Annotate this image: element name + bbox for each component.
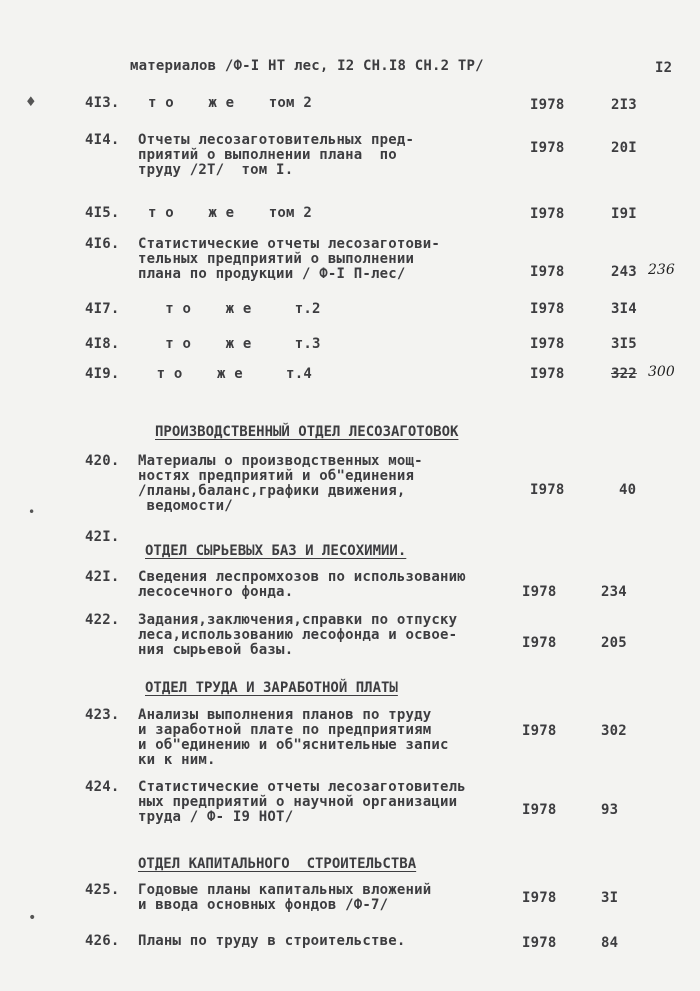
entry-number: 425. [85,882,120,898]
entry-year: I978 [530,482,565,498]
handwritten-count-correction: 236 [648,262,675,278]
entry-title-line: и об"единению и об"яснительные запис [138,737,449,753]
entry-year: I978 [530,336,565,352]
entry-title: т о ж е том 2 [148,205,312,221]
entry-title-line: Статистические отчеты лесозаготовитель [138,779,466,795]
entry-title-line: Планы по труду в строительстве. [138,933,406,949]
entry-year: I978 [530,264,565,280]
entry-number: 420. [85,453,120,469]
entry-number: 4I4. [85,132,120,148]
entry-title-line: тельных предприятий о выполнении [138,251,415,267]
margin-mark-decoration: • [28,910,37,926]
entry-title-line: ностях предприятий и об"единения [138,468,415,484]
entry-count: 40 [619,482,637,498]
entry-year: I978 [522,890,557,906]
entry-title-line: лесосечного фонда. [138,584,294,600]
entry-count: 205 [601,635,627,651]
entry-title-line: Годовые планы капитальных вложений [138,882,432,898]
entry-number: 422. [85,612,120,628]
entry-number-orphan: 42I. [85,529,120,545]
entry-title-line: и ввода основных фондов /Ф-7/ [138,897,389,913]
section-heading: ОТДЕЛ СЫРЬЕВЫХ БАЗ И ЛЕСОХИМИИ. [145,543,407,559]
entry-year: I978 [522,802,557,818]
entry-title-line: леса,использованию лесофонда и освое- [138,627,458,643]
entry-count: 20I [611,140,637,156]
entry-title-line: Анализы выполнения планов по труду [138,707,432,723]
entry-number: 4I6. [85,236,120,252]
entry-number: 423. [85,707,120,723]
entry-number: 4I9. [85,366,120,382]
entry-count-struck: 322 [611,366,637,382]
entry-number: 4I7. [85,301,120,317]
entry-title-line: ния сырьевой базы. [138,642,294,658]
entry-year: I978 [530,301,565,317]
entry-count: 2I3 [611,97,637,113]
entry-count: 84 [601,935,619,951]
entry-title-line: Отчеты лесозаготовительных пред- [138,132,415,148]
handwritten-count-correction: 300 [648,364,675,380]
margin-mark-decoration: • [28,505,36,519]
page-number: I2 [655,60,673,76]
top-continuation-line: материалов /Ф-I НТ лес, I2 СН.I8 СН.2 ТР/ [130,58,484,74]
entry-year: I978 [530,97,565,113]
entry-title-line: плана по продукции / Ф-I П-лес/ [138,266,406,282]
entry-count: 234 [601,584,627,600]
entry-year: I978 [530,206,565,222]
entry-number: 4I5. [85,205,120,221]
entry-count: 3I4 [611,301,637,317]
entry-year: I978 [522,935,557,951]
entry-count: I9I [611,206,637,222]
entry-title-line: Сведения леспромхозов по использованию [138,569,466,585]
entry-number: 4I3. [85,95,120,111]
entry-number: 4I8. [85,336,120,352]
entry-title-line: /планы,баланс,графики движения, [138,483,406,499]
entry-year: I978 [522,723,557,739]
entry-count: 93 [601,802,619,818]
entry-title-line: и заработной плате по предприятиям [138,722,432,738]
section-heading: ОТДЕЛ ТРУДА И ЗАРАБОТНОЙ ПЛАТЫ [145,680,398,696]
entry-title-line: приятий о выполнении плана по [138,147,397,163]
entry-title-line: труда / Ф- I9 НОТ/ [138,809,294,825]
entry-year: I978 [530,366,565,382]
entry-title: т о ж е т.2 [148,301,321,317]
margin-mark-decoration: ♦ [26,92,36,111]
entry-title: т о ж е т.3 [148,336,321,352]
entry-number: 426. [85,933,120,949]
section-heading: ОТДЕЛ КАПИТАЛЬНОГО СТРОИТЕЛЬСТВА [138,856,417,872]
entry-count: 302 [601,723,627,739]
entry-title-line: Задания,заключения,справки по отпуску [138,612,458,628]
entry-year: I978 [522,635,557,651]
entry-title-line: ведомости/ [138,498,233,514]
entry-title-line: Материалы о производственных мощ- [138,453,423,469]
entry-year: I978 [530,140,565,156]
entry-title-line: труду /2Т/ том I. [138,162,294,178]
entry-title-line: ки к ним. [138,752,216,768]
section-heading: ПРОИЗВОДСТВЕННЫЙ ОТДЕЛ ЛЕСОЗАГОТОВОК [155,424,459,440]
entry-count: 3I5 [611,336,637,352]
entry-year: I978 [522,584,557,600]
entry-count: 243 [611,264,637,280]
entry-number: 424. [85,779,120,795]
entry-title: т о ж е т.4 [148,366,312,382]
entry-count: 3I [601,890,619,906]
entry-title-line: Статистические отчеты лесозаготови- [138,236,441,252]
entry-number: 42I. [85,569,120,585]
entry-title: т о ж е том 2 [148,95,312,111]
entry-title-line: ных предприятий о научной организации [138,794,458,810]
